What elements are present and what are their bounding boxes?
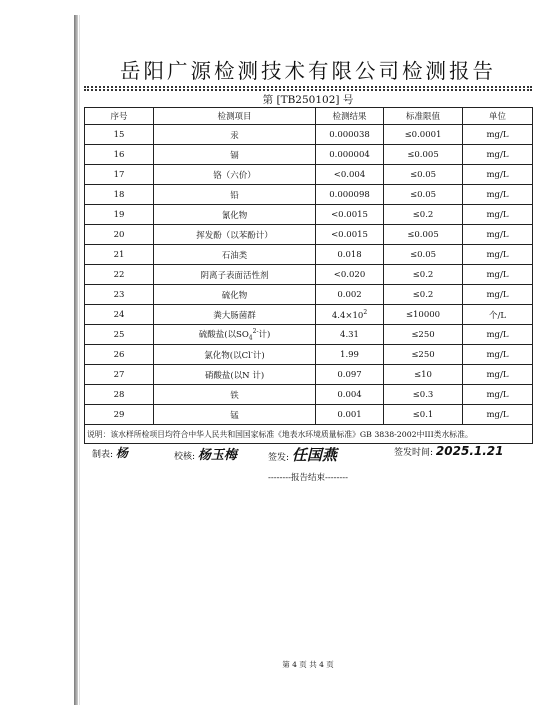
test-item-subscript: 4 [248, 334, 253, 342]
report-end-mark: --------报告结束-------- [268, 473, 348, 483]
row-number: 29 [85, 405, 154, 425]
row-number: 20 [85, 225, 154, 245]
table-row [85, 305, 533, 325]
table-row [85, 225, 533, 245]
report-title: 岳阳广源检测技术有限公司检测报告 [120, 59, 496, 83]
unit: mg/L [463, 325, 533, 345]
unit: mg/L [463, 205, 533, 225]
table-body [85, 125, 533, 425]
test-result [316, 245, 384, 265]
test-result [316, 285, 384, 305]
table-row [85, 265, 533, 285]
standard-limit: ≤250 [384, 345, 463, 365]
row-number: 23 [85, 285, 154, 305]
issue-date [394, 444, 504, 458]
unit: mg/L [463, 285, 533, 305]
standard-limit: ≤10 [384, 365, 463, 385]
test-item [154, 285, 316, 305]
test-item-name: 硝酸盐(以N 计) [204, 370, 265, 381]
column-header: 检测项目 [154, 108, 316, 125]
test-result-value: 0.018 [337, 249, 362, 260]
approved-by [268, 444, 337, 465]
test-item-name: 镉 [230, 150, 239, 161]
title-divider-top [84, 86, 532, 88]
test-item [154, 365, 316, 385]
test-result-value: 1.99 [340, 349, 359, 360]
standard-limit: ≤0.005 [384, 145, 463, 165]
table-row [85, 185, 533, 205]
unit: mg/L [463, 345, 533, 365]
test-item-superscript: 2- [252, 327, 259, 335]
test-result [316, 145, 384, 165]
test-result-value: <0.020 [333, 269, 366, 280]
test-item [154, 305, 316, 325]
compliance-note: 说明：该水样所检项目均符合中华人民共和国国家标准《地表水环境质量标准》GB 3838-2002中III类水标准。 [85, 425, 533, 444]
unit: mg/L [463, 165, 533, 185]
report-number: 第 [TB250102] 号 [262, 94, 354, 106]
test-result-value: <0.004 [333, 169, 366, 180]
test-item-name: 粪大肠菌群 [213, 310, 256, 321]
standard-limit: ≤0.0001 [384, 125, 463, 145]
test-result [316, 185, 384, 205]
column-header: 单位 [463, 108, 533, 125]
test-item-suffix: 计) [252, 350, 265, 361]
standard-limit: ≤0.3 [384, 385, 463, 405]
checked-by [174, 444, 237, 463]
row-number: 18 [85, 185, 154, 205]
table-row [85, 145, 533, 165]
standard-limit: ≤0.005 [384, 225, 463, 245]
test-result [316, 125, 384, 145]
row-number: 22 [85, 265, 154, 285]
test-item-name: 硫化物 [221, 290, 248, 301]
unit: mg/L [463, 405, 533, 425]
issue-date-label: 签发时间: [394, 448, 434, 458]
row-number: 15 [85, 125, 154, 145]
unit: mg/L [463, 385, 533, 405]
test-item [154, 265, 316, 285]
test-result [316, 265, 384, 285]
test-item [154, 385, 316, 405]
column-header: 检测结果 [316, 108, 384, 125]
test-result [316, 345, 384, 365]
test-result-value: 4.4×10 [331, 310, 364, 321]
scan-edge-line [79, 15, 80, 705]
unit: mg/L [463, 365, 533, 385]
test-result-value: 0.001 [337, 409, 362, 420]
test-result [316, 225, 384, 245]
test-result [316, 365, 384, 385]
test-item-suffix: 计) [258, 329, 271, 340]
checked-label: 校核: [174, 452, 196, 462]
standard-limit: ≤0.2 [384, 205, 463, 225]
unit: mg/L [463, 125, 533, 145]
note-row [85, 425, 533, 444]
unit: 个/L [463, 305, 533, 325]
test-result-value: <0.0015 [331, 229, 368, 240]
test-item-name: 挥发酚（以苯酚计） [196, 230, 273, 241]
checked-signature: 杨玉梅 [197, 448, 237, 463]
row-number: 24 [85, 305, 154, 325]
table-header-row [85, 108, 533, 125]
signature-row [92, 444, 532, 470]
table-row [85, 325, 533, 345]
test-result [316, 205, 384, 225]
approved-label: 签发: [268, 453, 290, 463]
test-item-name: 铁 [230, 390, 239, 401]
row-number: 19 [85, 205, 154, 225]
standard-limit: ≤0.05 [384, 165, 463, 185]
table-row [85, 365, 533, 385]
table-row [85, 285, 533, 305]
test-result-value: 0.000038 [329, 129, 370, 140]
table-row [85, 405, 533, 425]
issue-date-value: 2025.1.21 [435, 444, 504, 458]
row-number: 28 [85, 385, 154, 405]
test-item [154, 345, 316, 365]
test-item-name: 氰化物 [221, 210, 248, 221]
test-item-name: 石油类 [221, 250, 248, 261]
unit: mg/L [463, 185, 533, 205]
test-item-superscript: - [250, 348, 253, 356]
test-item-name: 铅 [230, 190, 239, 201]
standard-limit: ≤250 [384, 325, 463, 345]
results-table [84, 107, 533, 444]
standard-limit: ≤0.2 [384, 285, 463, 305]
test-result-value: 0.000098 [329, 189, 370, 200]
title-divider-bottom [84, 89, 532, 91]
scan-edge-shadow [74, 15, 78, 705]
test-result-value: 0.097 [337, 369, 362, 380]
row-number: 26 [85, 345, 154, 365]
test-item [154, 165, 316, 185]
test-item-name: 硫酸盐(以SO [198, 329, 249, 340]
table-row [85, 385, 533, 405]
column-header: 标准限值 [384, 108, 463, 125]
unit: mg/L [463, 225, 533, 245]
table-row [85, 125, 533, 145]
test-item-name: 铬（六价） [213, 170, 256, 181]
prepared-label: 制表: [92, 450, 114, 460]
prepared-by [92, 444, 128, 461]
standard-limit: ≤0.1 [384, 405, 463, 425]
test-result [316, 305, 384, 325]
test-item [154, 405, 316, 425]
prepared-signature: 杨 [115, 446, 128, 460]
unit: mg/L [463, 245, 533, 265]
row-number: 21 [85, 245, 154, 265]
test-item [154, 325, 316, 345]
test-result [316, 405, 384, 425]
test-item-name: 阴离子表面活性剂 [200, 270, 269, 281]
table-row [85, 165, 533, 185]
test-result-value: 0.000004 [329, 149, 370, 160]
row-number: 16 [85, 145, 154, 165]
standard-limit: ≤0.05 [384, 245, 463, 265]
unit: mg/L [463, 265, 533, 285]
test-result-value: 4.31 [340, 329, 359, 340]
page-number: 第 4 页 共 4 页 [282, 660, 334, 669]
approved-signature: 任国燕 [291, 446, 337, 464]
test-item-name: 锰 [230, 410, 239, 421]
test-result-value: 0.002 [337, 289, 362, 300]
test-item [154, 245, 316, 265]
test-result [316, 325, 384, 345]
row-number: 27 [85, 365, 154, 385]
standard-limit: ≤10000 [384, 305, 463, 325]
standard-limit: ≤0.05 [384, 185, 463, 205]
column-header: 序号 [85, 108, 154, 125]
test-result [316, 165, 384, 185]
test-item-name: 汞 [230, 130, 239, 141]
test-result [316, 385, 384, 405]
table-row [85, 345, 533, 365]
test-item [154, 125, 316, 145]
standard-limit: ≤0.2 [384, 265, 463, 285]
row-number: 17 [85, 165, 154, 185]
table-row [85, 245, 533, 265]
table-row [85, 205, 533, 225]
test-item [154, 205, 316, 225]
test-item [154, 145, 316, 165]
test-item [154, 225, 316, 245]
test-item-name: 氯化物(以Cl [204, 350, 251, 361]
test-result-value: 0.004 [337, 389, 362, 400]
test-result-value: <0.0015 [331, 209, 368, 220]
unit: mg/L [463, 145, 533, 165]
test-item [154, 185, 316, 205]
test-result-exponent: 2 [363, 308, 368, 316]
row-number: 25 [85, 325, 154, 345]
